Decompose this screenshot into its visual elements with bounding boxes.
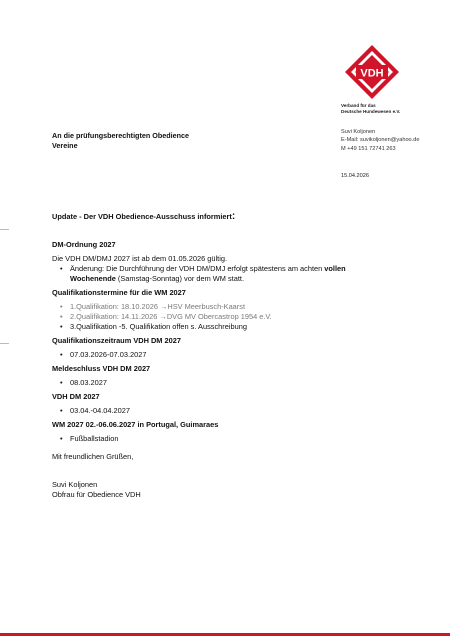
sender-name: Suvi Koljonen [341,129,376,135]
vdh-dm-heading: VDH DM 2027 [52,392,100,401]
addressee-line-2: Vereine [52,140,78,150]
sender-phone: M +49 151 72741 263 [341,145,396,152]
vdh-dm-list [52,406,392,416]
fold-mark-top [0,229,9,230]
closing-text: Mit freundlichen Grüßen, [52,452,134,461]
list-item [52,264,392,284]
update-title-text: Update - Der VDH Obedience-Ausschuss informiert [52,212,232,221]
org-line-2: Deutsche Hundewesen e.V. [341,109,401,114]
sender-contact [341,128,419,153]
letter-body [52,240,392,500]
fold-mark-middle [0,343,9,344]
meldeschluss-heading: Meldeschluss VDH DM 2027 [52,364,151,373]
update-title-colon: : [231,211,236,222]
list-item: • 07.03.2026-07.03.2027 [52,350,392,360]
list-item: • 2.Qualifikation: 14.11.2026 →DVG MV Obercastrop 1954 e.V. [52,312,392,322]
list-item: • 03.04.-04.04.2027 [52,406,392,416]
update-title [52,211,235,222]
logo-text: VDH [360,67,384,80]
letter-date: 15.04.2026 [341,173,369,179]
list-item: • Fußballstadion [52,434,392,444]
addressee [52,131,189,150]
bullet-text: Änderung: Die Durchführung der VDH DM/DMJ erfolgt spätestens am achten [70,264,325,273]
dm-ordnung-text: Die VDH DM/DMJ 2027 ist ab dem 01.05.2026 gültig. [52,254,227,263]
vdh-logo [342,42,402,102]
org-line-1: Verband für das [341,103,376,108]
list-item: • 1.Qualifikation: 18.10.2026 →HSV Meerbusch-Kaarst [52,302,392,312]
wm-heading: WM 2027 02.-06.06.2027 in Portugal, Guimaraes [52,420,219,429]
addressee-line-1: An die prüfungsberechtigten Obedience [52,131,189,140]
bullet-text-end: (Samstag-Sonntag) vor dem WM statt. [115,274,245,283]
list-item: • 3.Qualifikation -5. Qualifikation offen s. Ausschreibung [52,322,392,332]
quali-termine-heading: Qualifikationstermine für die WM 2027 [52,288,186,297]
sender-email: E-Mail: suvikoljonen@yahoo.de [341,137,420,144]
quali-zeitraum-heading: Qualifikationszeitraum VDH DM 2027 [52,336,181,345]
signature-name: Suvi Koljonen [52,480,98,489]
dm-ordnung-list [52,264,392,284]
list-item: • 08.03.2027 [52,378,392,388]
quali-zeitraum-list [52,350,392,360]
organization-name [341,103,400,115]
quali-termine-list [52,302,392,332]
wm-list [52,434,392,444]
dm-ordnung-heading: DM-Ordnung 2027 [52,240,116,249]
signature-role: Obfrau für Obedience VDH [52,490,141,499]
meldeschluss-list [52,378,392,388]
bullet-bold-text: vollen Wochenende [70,264,346,283]
